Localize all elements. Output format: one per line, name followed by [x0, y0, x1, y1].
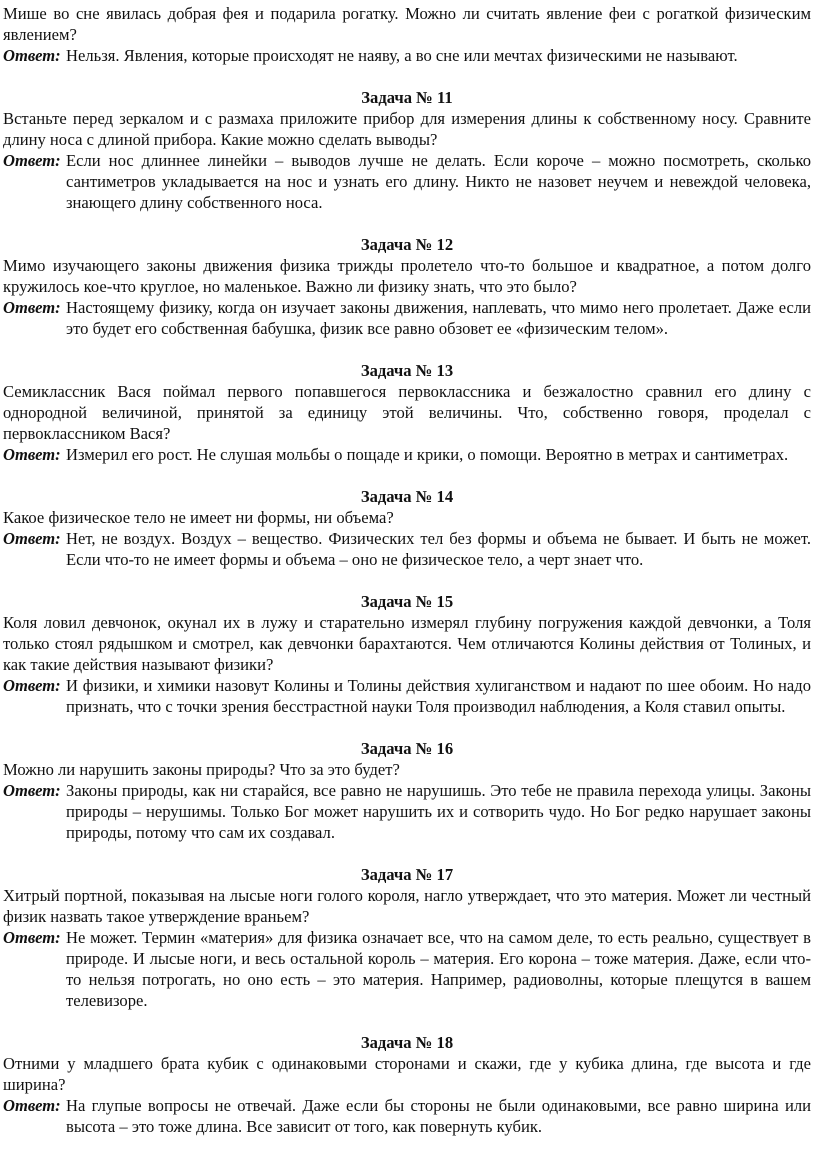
- answer-text: Нет, не воздух. Воздух – вещество. Физических тел без формы и объема не бывает. И быть не может. Если что-то не имеет формы и объема – оно не физическое тело, а черт знает что.: [66, 529, 811, 569]
- task-answer: [3, 927, 811, 1011]
- task-answer: [3, 528, 811, 570]
- answer-text: Законы природы, как ни старайся, все равно не нарушишь. Это тебе не правила перехода улицы. Законы природы – нерушимы. Только Бог может нарушить их и сотворить чудо. Но Бог редко нарушает законы природы, потому что сам их создавал.: [66, 781, 811, 842]
- task-question: Мимо изучающего законы движения физика трижды пролетело что-то большое и квадратное, а потом долго кружилось кое-что круглое, но маленькое. Важно ли физику знать, что это было?: [3, 256, 811, 296]
- task-answer: [3, 150, 811, 213]
- answer-label: Ответ:: [3, 445, 61, 464]
- task-question: Хитрый портной, показывая на лысые ноги голого короля, нагло утверждает, что это материя. Может ли честный физик назвать такое утверждение враньем?: [3, 886, 811, 926]
- document-page: [3, 3, 811, 1137]
- answer-text: На глупые вопросы не отвечай. Даже если бы стороны не были одинаковыми, все равно ширина или высота – это тоже длина. Все зависит от того, как повернуть кубик.: [66, 1096, 811, 1136]
- task-title: Задача № 14: [360, 487, 454, 506]
- answer-label: Ответ:: [3, 781, 61, 800]
- answer-label: Ответ:: [3, 676, 61, 695]
- task-title: Задача № 12: [360, 235, 454, 254]
- task-title: Задача № 16: [360, 739, 454, 758]
- task-title: Задача № 15: [360, 592, 454, 611]
- answer-label: Ответ:: [3, 529, 61, 548]
- answer-text: Нельзя. Явления, которые происходят не наяву, а во сне или мечтах физическими не называют.: [66, 46, 738, 65]
- answer-label: Ответ:: [3, 46, 61, 65]
- task-title: Задача № 13: [360, 361, 454, 380]
- task-question: Семиклассник Вася поймал первого попавшегося первоклассника и безжалостно сравнил его длину с однородной величиной, принятой за единицу этой величины. Что, собственно говоря, проделал с первоклассником Вася?: [3, 382, 811, 443]
- answer-label: Ответ:: [3, 928, 61, 947]
- task-question: Отними у младшего брата кубик с одинаковыми сторонами и скажи, где у кубика длина, где высота и где ширина?: [3, 1054, 811, 1094]
- task-answer: [3, 1095, 811, 1137]
- answer-label: Ответ:: [3, 151, 61, 170]
- answer-text: Не может. Термин «материя» для физика означает все, что на самом деле, то есть реально, существует в природе. И лысые ноги, и весь остальной король – материя. Его корона – тоже материя. Даже, если что-то нельзя потрогать, но оно есть – это материя. Например, радиоволны, которые плещутся в вашем телевизоре.: [66, 928, 811, 1010]
- task-title: Задача № 17: [360, 865, 454, 884]
- task-title: Задача № 11: [361, 88, 453, 107]
- answer-label: Ответ:: [3, 1096, 61, 1115]
- task-answer: [3, 780, 811, 843]
- answer-text: Настоящему физику, когда он изучает законы движения, наплевать, что мимо него пролетает. Даже если это будет его собственная бабушка, физик все равно обзовет ее «физическим телом».: [66, 298, 811, 338]
- intro-question: Мише во сне явилась добрая фея и подарила рогатку. Можно ли считать явление феи с рогаткой физическим явлением?: [3, 4, 811, 44]
- task-question: Можно ли нарушить законы природы? Что за это будет?: [3, 760, 400, 779]
- answer-text: Измерил его рост. Не слушая мольбы о пощаде и крики, о помощи. Вероятно в метрах и сантиметрах.: [66, 445, 789, 464]
- task-answer: [3, 675, 811, 717]
- task-question: Встаньте перед зеркалом и с размаха приложите прибор для измерения длины к собственному носу. Сравните длину носа с длиной прибора. Какие можно сделать выводы?: [3, 109, 811, 149]
- task-answer: [3, 297, 811, 339]
- answer-label: Ответ:: [3, 298, 61, 317]
- answer-text: Если нос длиннее линейки – выводов лучше не делать. Если короче – можно посмотреть, сколько сантиметров укладывается на нос и узнать его длину. Никто не назовет неучем и невеждой человека, знающего длину собственного носа.: [66, 151, 811, 212]
- task-question: Коля ловил девчонок, окунал их в лужу и старательно измерял глубину погружения каждой девчонки, а Толя только стоял рядышком и смотрел, как девчонки барахтаются. Чем отличаются Колины действия от Толиных, и как такие действия называют физики?: [3, 613, 811, 674]
- task-title: Задача № 18: [360, 1033, 454, 1052]
- intro-answer: [3, 45, 811, 66]
- task-question: Какое физическое тело не имеет ни формы, ни объема?: [3, 508, 394, 527]
- task-answer: [3, 444, 811, 465]
- answer-text: И физики, и химики назовут Колины и Толины действия хулиганством и надают по шее обоим. Но надо признать, что с точки зрения бесстрастной науки Толя производил наблюдения, а Коля ставил опыты.: [66, 676, 811, 716]
